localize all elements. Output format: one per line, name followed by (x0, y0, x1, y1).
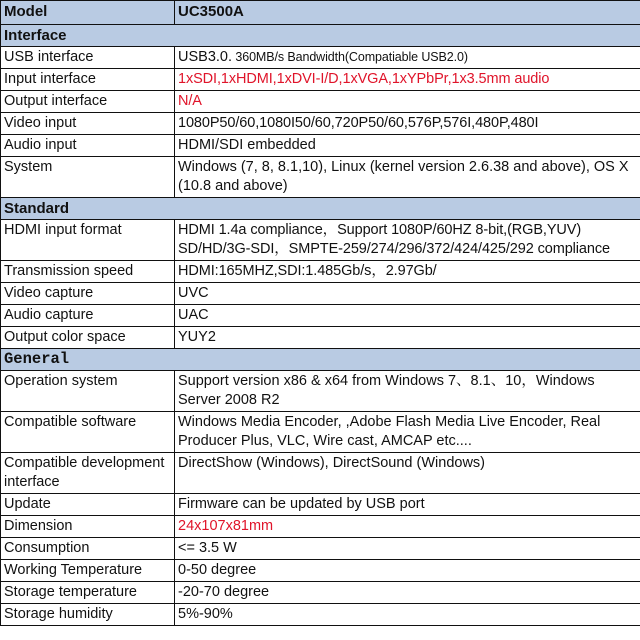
row-value (175, 47, 640, 69)
row-label: Audio capture (1, 305, 175, 327)
row-label: Audio input (1, 135, 175, 157)
sdi-format-line: SD/HD/3G-SDI，SMPTE-259/274/296/372/424/425/292 compliance (178, 241, 610, 257)
table-row (1, 283, 640, 305)
row-label: Video capture (1, 283, 175, 305)
row-label: Output interface (1, 91, 175, 113)
row-label: Input interface (1, 69, 175, 91)
hdmi-format-line: HDMI 1.4a compliance，Support 1080P/60HZ 8-bit,(RGB,YUV) (178, 222, 582, 238)
table-row (1, 69, 640, 91)
model-label: Model (1, 1, 175, 25)
table-row (1, 582, 640, 604)
row-label: Working Temperature (1, 560, 175, 582)
row-value: YUY2 (175, 327, 640, 349)
row-value: 1080P50/60,1080I50/60,720P50/60,576P,576I,480P,480I (175, 113, 640, 135)
model-row (1, 1, 640, 25)
row-label: USB interface (1, 47, 175, 69)
row-value: 5%-90% (175, 604, 640, 626)
row-value: Firmware can be updated by USB port (175, 494, 640, 516)
row-label: System (1, 157, 175, 198)
section-standard (1, 198, 640, 220)
row-label: Storage temperature (1, 582, 175, 604)
row-label: Dimension (1, 516, 175, 538)
row-label: Storage humidity (1, 604, 175, 626)
row-value: 0-50 degree (175, 560, 640, 582)
row-value: UVC (175, 283, 640, 305)
table-row (1, 305, 640, 327)
row-value: Windows (7, 8, 8.1,10), Linux (kernel version 2.6.38 and above), OS X (10.8 and above) (175, 157, 640, 198)
row-value: Support version x86 & x64 from Windows 7、8.1、10，Windows Server 2008 R2 (175, 371, 640, 412)
usb-bandwidth: 360MB/s Bandwidth(Compatiable USB2.0) (232, 50, 468, 64)
table-row (1, 113, 640, 135)
row-label: Transmission speed (1, 261, 175, 283)
table-row (1, 604, 640, 626)
table-row (1, 91, 640, 113)
table-row (1, 516, 640, 538)
section-title-general: General (1, 349, 640, 371)
row-value: <= 3.5 W (175, 538, 640, 560)
section-interface (1, 25, 640, 47)
usb-version: USB3.0. (178, 49, 232, 65)
table-row (1, 47, 640, 69)
row-value: N/A (175, 91, 640, 113)
row-value: -20-70 degree (175, 582, 640, 604)
table-row (1, 412, 640, 453)
table-row (1, 135, 640, 157)
row-label: Update (1, 494, 175, 516)
row-value: DirectShow (Windows), DirectSound (Windows) (175, 453, 640, 494)
row-value: 24x107x81mm (175, 516, 640, 538)
row-label: Operation system (1, 371, 175, 412)
row-label: Compatible software (1, 412, 175, 453)
section-title-interface: Interface (1, 25, 640, 47)
table-row (1, 371, 640, 412)
table-row (1, 220, 640, 261)
table-row (1, 538, 640, 560)
row-value (175, 220, 640, 261)
row-value: 1xSDI,1xHDMI,1xDVI-I/D,1xVGA,1xYPbPr,1x3.5mm audio (175, 69, 640, 91)
row-value: HDMI/SDI embedded (175, 135, 640, 157)
section-title-standard: Standard (1, 198, 640, 220)
table-row (1, 560, 640, 582)
row-label: Consumption (1, 538, 175, 560)
row-label: HDMI input format (1, 220, 175, 261)
table-row (1, 453, 640, 494)
row-label: Compatible development interface (1, 453, 175, 494)
row-value: HDMI:165MHZ,SDI:1.485Gb/s，2.97Gb/ (175, 261, 640, 283)
row-value: UAC (175, 305, 640, 327)
table-row (1, 261, 640, 283)
table-row (1, 494, 640, 516)
row-label: Video input (1, 113, 175, 135)
table-row (1, 157, 640, 198)
model-value: UC3500A (175, 1, 640, 25)
row-label: Output color space (1, 327, 175, 349)
table-row (1, 327, 640, 349)
section-general (1, 349, 640, 371)
row-value: Windows Media Encoder, ,Adobe Flash Media Live Encoder, Real Producer Plus, VLC, Wire cast, AMCAP etc.... (175, 412, 640, 453)
